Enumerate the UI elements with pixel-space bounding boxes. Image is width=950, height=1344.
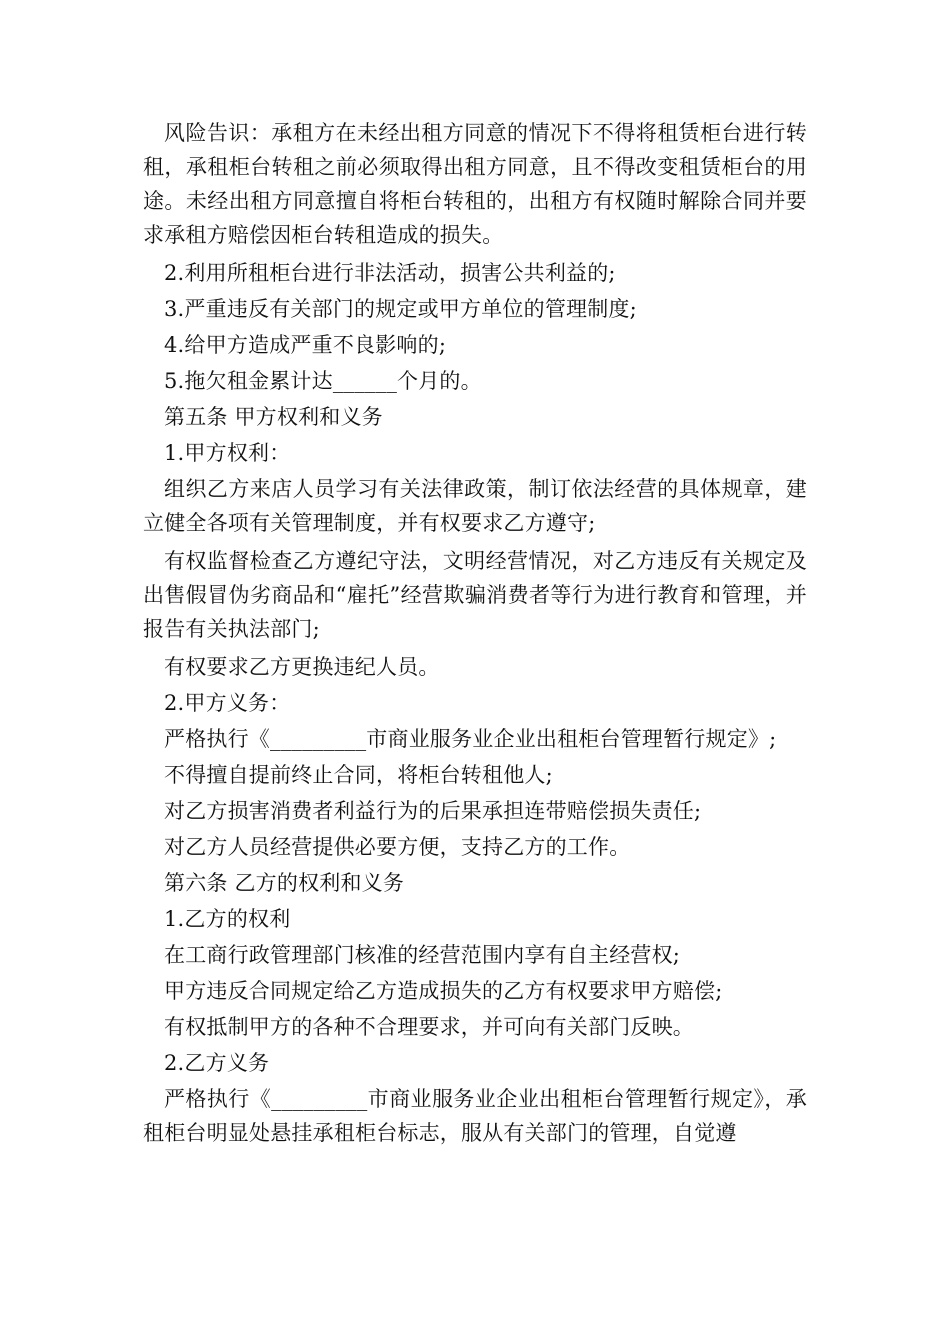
paragraph-party-b-right-3: 有权抵制甲方的各种不合理要求，并可向有关部门反映。 (164, 1015, 694, 1039)
document-body (143, 116, 807, 1154)
subheading-party-b-rights: 1.乙方的权利 (164, 907, 291, 931)
paragraph-party-b-right-2: 甲方违反合同规定给乙方造成损失的乙方有权要求甲方赔偿; (164, 979, 723, 1003)
paragraph-party-a-duty-4: 对乙方人员经营提供必要方便，支持乙方的工作。 (164, 835, 631, 859)
paragraph-party-a-right-1: 组织乙方来店人员学习有关法律政策，制订依法经营的具体规章，建立健全各项有关管理制度，并有权要求乙方遵守; (143, 477, 807, 535)
section-heading-article-5: 第五条 甲方权利和义务 (164, 405, 383, 429)
subheading-party-a-duties: 2.甲方义务： (164, 691, 291, 715)
subheading-party-a-rights: 1.甲方权利： (164, 441, 291, 465)
paragraph-party-a-right-2: 有权监督检查乙方遵纪守法，文明经营情况，对乙方违反有关规定及出售假冒伪劣商品和“雇托”经营欺骗消费者等行为进行教育和管理，并报告有关执法部门; (143, 549, 807, 641)
paragraph-item-5: 5.拖欠租金累计达______个月的。 (164, 369, 482, 393)
paragraph-item-4: 4.给甲方造成严重不良影响的; (164, 333, 447, 357)
paragraph-item-3: 3.严重违反有关部门的规定或甲方单位的管理制度; (164, 297, 637, 321)
paragraph-party-a-duty-1: 严格执行《_________市商业服务业企业出租柜台管理暂行规定》; (164, 727, 777, 751)
paragraph-risk-notice: 风险告识：承租方在未经出租方同意的情况下不得将租赁柜台进行转租，承租柜台转租之前必须取得出租方同意，且不得改变租赁柜台的用途。未经出租方同意擅自将柜台转租的，出租方有权随时解除合同并要求承租方赔偿因柜台转租造成的损失。 (143, 121, 807, 247)
paragraph-party-b-duty-1: 严格执行《_________市商业服务业企业出租柜台管理暂行规定》，承租柜台明显处悬挂承租柜台标志，服从有关部门的管理，自觉遵 (143, 1087, 807, 1145)
paragraph-party-a-duty-2: 不得擅自提前终止合同，将柜台转租他人; (164, 763, 553, 787)
section-heading-article-6: 第六条 乙方的权利和义务 (164, 871, 405, 895)
paragraph-party-a-duty-3: 对乙方损害消费者利益行为的后果承担连带赔偿损失责任; (164, 799, 702, 823)
subheading-party-b-duties: 2.乙方义务 (164, 1051, 270, 1075)
paragraph-party-b-right-1: 在工商行政管理部门核准的经营范围内享有自主经营权; (164, 943, 681, 967)
paragraph-item-2: 2.利用所租柜台进行非法活动，损害公共利益的; (164, 261, 616, 285)
paragraph-party-a-right-3: 有权要求乙方更换违纪人员。 (164, 655, 440, 679)
